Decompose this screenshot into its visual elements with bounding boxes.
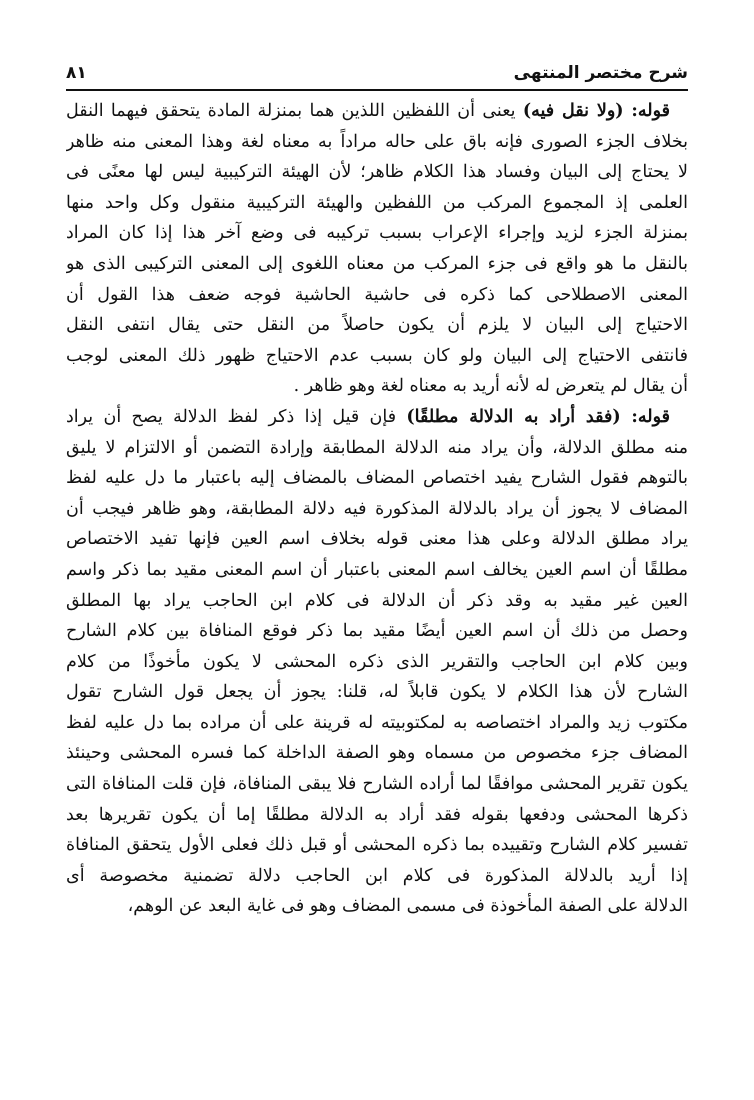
lead-phrase: قوله: (ولا نقل فيه): [522, 101, 670, 121]
text-line: إذا أريد بالدلالة المذكورة فى كلام ابن الحاجب دلالة تضمنية مخصوصة أى: [66, 865, 688, 886]
line-text: يعنى أن اللفظين اللذين هما بمنزلة المادة يتحقق فيهما النقل: [66, 101, 523, 121]
running-title: شرح مختصر المنتهى: [513, 63, 688, 83]
text-line: يكون تقرير المحشى موافقًا لما أراده الشارح فلا يبقى المنافاة، فإن قلت المنافاة التى: [66, 774, 688, 795]
line-text: فإن قيل إذا ذكر لفظ الدلالة يصح أن يراد: [66, 406, 407, 427]
text-line: الاحتياج إلى البيان لا يلزم أن يكون حاصلاً من النقل حتى يقال انتفى النقل: [66, 315, 688, 336]
text-line: المضاف لا يجوز أن يراد بالدلالة المذكورة فيه دلالة المطابقة، وهو ظاهر فيجب أن: [66, 498, 688, 519]
text-line: العلمى إذ المجموع المركب من اللفظين والهيئة التركيبية منقول وكل واحد منها: [66, 192, 688, 213]
text-line: ذكرها المحشى ودفعها بقوله فقد أراد به الدلالة مطلقًا إما أن يكون تقريرها بعد: [66, 804, 688, 825]
paragraph-2: [66, 402, 688, 922]
page-header: [66, 60, 688, 86]
text-line: وحصل من ذلك أن اسم العين أيضًا مقيد بما ذكر فوقع المنافاة بين كلام الشارح: [66, 621, 688, 642]
header-rule: [66, 89, 688, 91]
text-line: يراد مطلق الدلالة وعلى هذا معنى قوله بخلاف اسم العين فإنها تفيد الاختصاص: [66, 529, 688, 550]
lead-phrase: قوله: (فقد أراد به الدلالة مطلقًا): [406, 406, 670, 427]
text-line: المعنى الاصطلاحى كما ذكره فى حاشية الحاشية فوجه ضعف هذا القول أن: [66, 284, 688, 305]
text-line: المضاف جزء مخصوص من مسماه وهو الصفة الداخلة كما فسره المحشى وحينئذ: [66, 743, 688, 764]
text-line: بالنقل ما هو واقع فى جزء المركب من معناه اللغوى إلى المعنى التركيبى الذى هو: [66, 253, 688, 274]
text-line: بمنزلة الجزء لزيد وإجراء الإعراب بسبب تركيبه فى وضع آخر هذا إذا كان المراد: [66, 223, 688, 244]
text-line: [66, 402, 688, 433]
text-line: تفسير كلام الشارح وتقييده بما ذكره المحشى أو قبل ذلك فعلى الأول يتحقق المنافاة: [66, 835, 688, 856]
page-number: ٨١: [66, 63, 87, 83]
text-line: [66, 96, 688, 127]
text-line: منه مطلق الدلالة، وأن يراد منه الدلالة المطابقة وإرادة التضمن أو الالتزام لا يليق: [66, 437, 688, 458]
text-line: بالتوهم فقول الشارح يفيد اختصاص المضاف بالمضاف إليه باعتبار ما دل عليه لفظ: [66, 468, 688, 489]
paragraph-1: [66, 96, 688, 402]
text-line: لا يحتاج إلى البيان وفساد هذا الكلام ظاهر؛ لأن الهيئة التركيبية ليس لها معنًى فى: [66, 162, 688, 183]
text-line: العين غير مقيد به وقد ذكر أن الدلالة فى كلام ابن الحاجب يراد بها المطلق: [66, 590, 688, 611]
text-line: وبين كلام ابن الحاجب والتقرير الذى ذكره المحشى لا يكون مأخوذًا من كلام: [66, 651, 688, 672]
text-line: الدلالة على الصفة المأخوذة فى مسمى المضاف وهو فى غاية البعد عن الوهم،: [127, 896, 688, 917]
text-line: أن يقال لم يتعرض له لأنه أريد به معناه لغة وهو ظاهر .: [293, 376, 688, 397]
body-text: [66, 96, 688, 922]
text-line: فانتفى الاحتياج إلى البيان ولو كان بسبب عدم الاحتياج ظهور ذلك المعنى لوجب: [66, 345, 688, 366]
text-line: مطلقًا أن اسم العين يخالف اسم المعنى باعتبار أن اسم المعنى مقيد بما ذكر واسم: [66, 559, 688, 580]
text-line: مكتوب زيد والمراد اختصاصه به لمكتوبيته له قرينة على أن مراده بما دل عليه لفظ: [66, 712, 688, 733]
text-line: الشارح لأن هذا الكلام لا يكون قابلاً له، قلنا: يجوز أن يجعل قول الشارح تقول: [66, 682, 688, 703]
text-line: بخلاف الجزء الصورى فإنه باق على حاله مراداً به معناه لغة وهذا المعنى منه ظاهر: [66, 131, 688, 152]
